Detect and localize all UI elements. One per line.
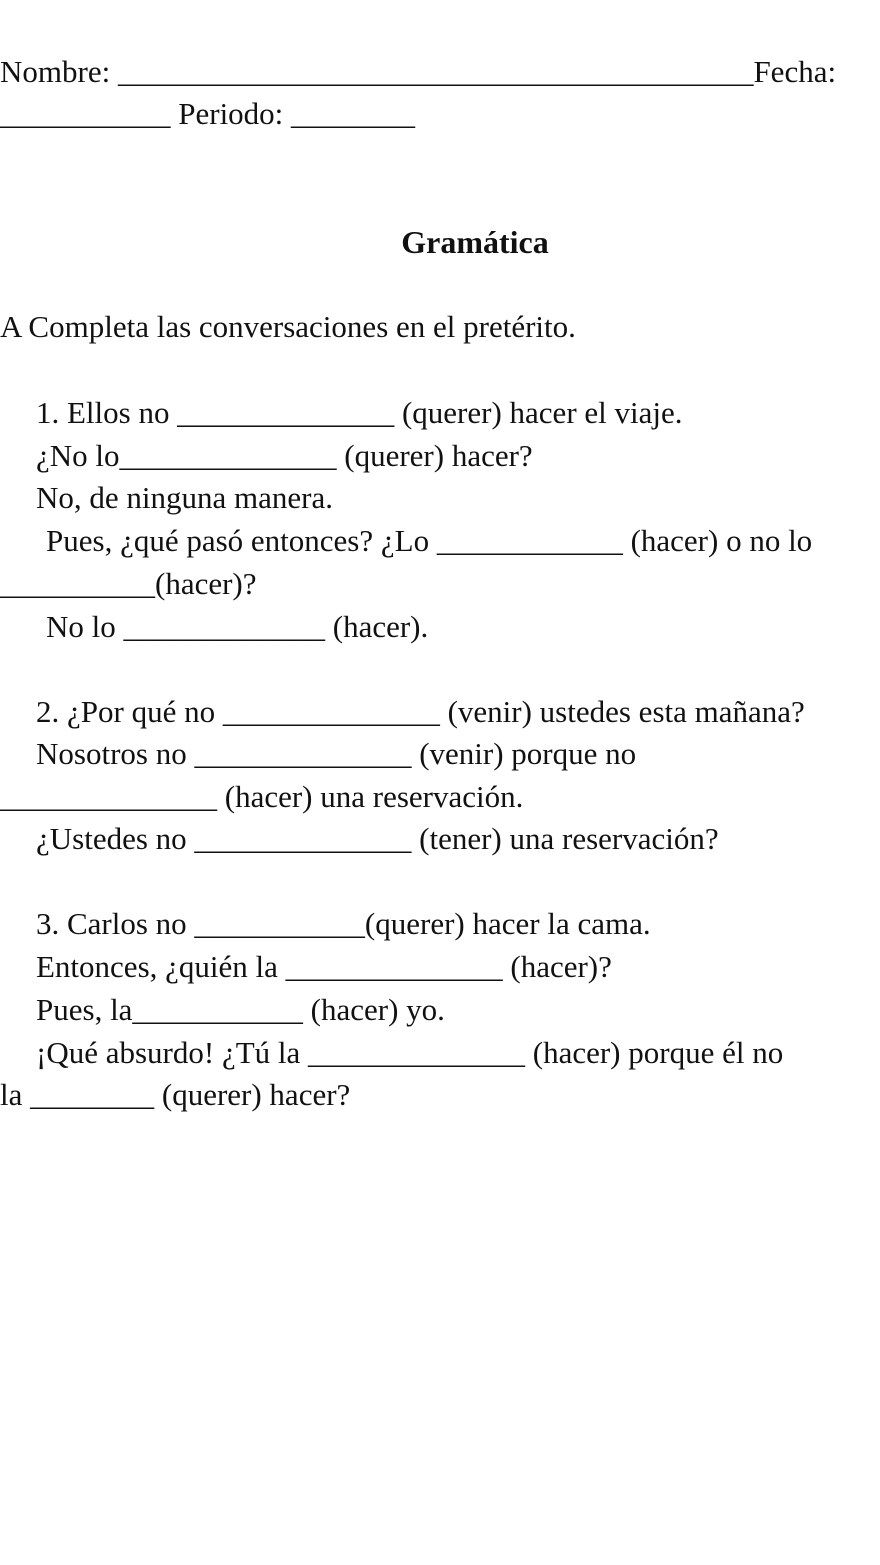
exercise-1-line-3: No, de ninguna manera. (36, 480, 333, 515)
exercise-3-line-5: la ________ (querer) hacer? (0, 1077, 351, 1112)
exercise-2-line-4: ¿Ustedes no ______________ (tener) una reservación? (36, 821, 719, 856)
header-period-line: ___________ Periodo: ________ (0, 96, 416, 131)
exercise-3-line-4: ¡Qué absurdo! ¿Tú la ______________ (hacer) porque él no (36, 1035, 784, 1070)
exercise-3-line-3: Pues, la___________ (hacer) yo. (36, 992, 445, 1027)
exercise-2-line-1: 2. ¿Por qué no ______________ (venir) ustedes esta mañana? (36, 694, 805, 729)
exercise-3-line-2: Entonces, ¿quién la ______________ (hacer)? (36, 949, 612, 984)
header-name-date-line: Nombre: _________________________________________Fecha: (0, 54, 837, 89)
instruction-text: A Completa las conversaciones en el pretérito. (0, 309, 576, 344)
exercise-3-line-1: 3. Carlos no ___________(querer) hacer la cama. (36, 906, 651, 941)
exercise-1-line-1: 1. Ellos no ______________ (querer) hacer el viaje. (36, 395, 683, 430)
exercise-1-line-4: Pues, ¿qué pasó entonces? ¿Lo ____________ (hacer) o no lo (46, 523, 813, 558)
exercise-2-line-3: ______________ (hacer) una reservación. (0, 779, 524, 814)
exercise-2-line-2: Nosotros no ______________ (venir) porque no (36, 736, 637, 771)
exercise-1-line-2: ¿No lo______________ (querer) hacer? (36, 438, 533, 473)
exercise-1-line-5: __________(hacer)? (0, 566, 257, 601)
page-title: Gramática (401, 224, 549, 260)
exercise-1-line-6: No lo _____________ (hacer). (46, 609, 429, 644)
